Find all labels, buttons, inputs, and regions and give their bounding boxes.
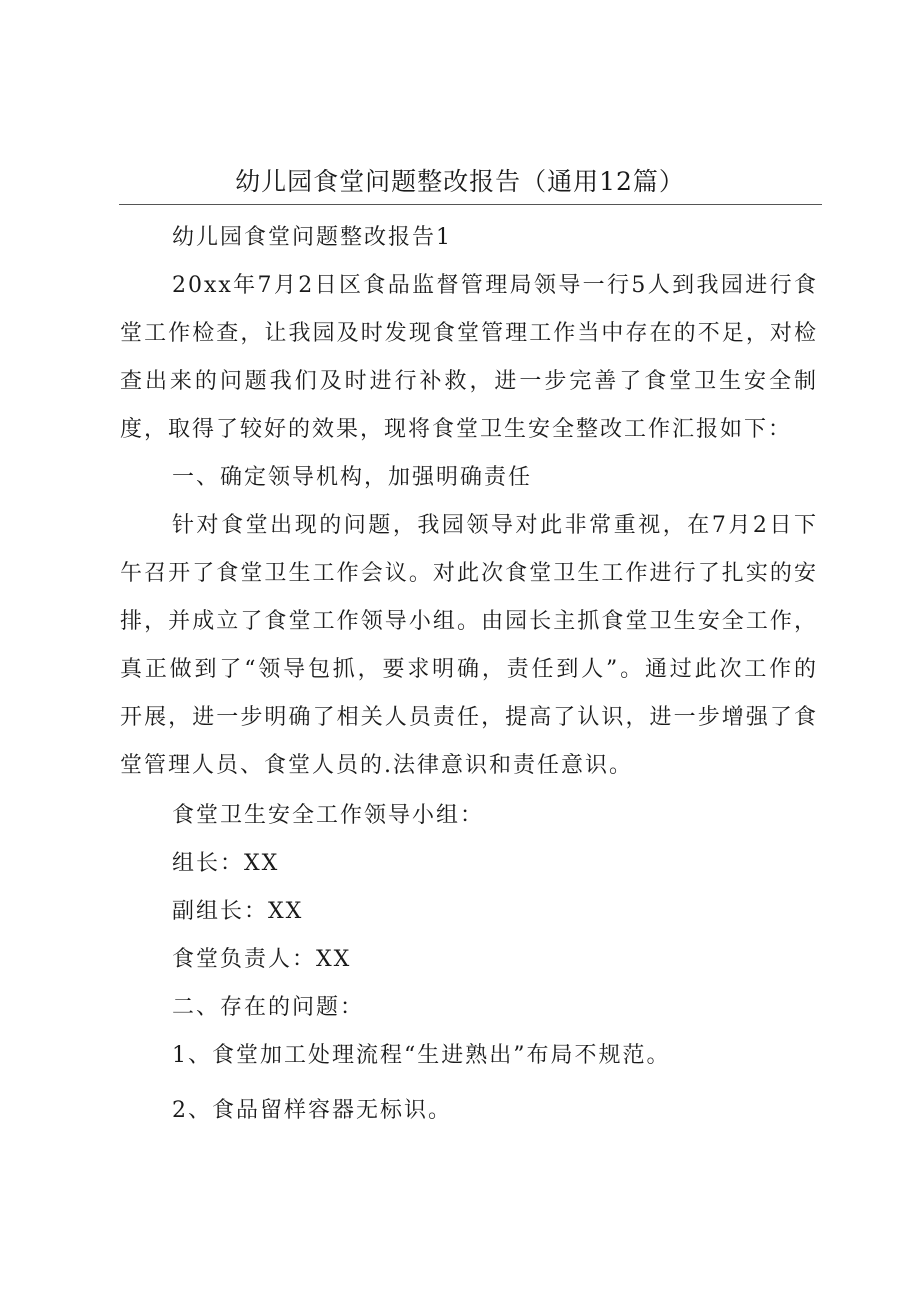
paragraph-leadership: 针对食堂出现的问题，我园领导对此非常重视，在7月2日下午召开了食堂卫生工作会议。对此次食堂卫生工作进行了扎实的安排，并成立了食堂工作领导小组。由园长主抓食堂卫生安全工作，真正做到了“领导包抓，要求明确，责任到人”。通过此次工作的开展，进一步明确了相关人员责任，提高了认识，进一步增强了食堂管理人员、食堂人员的.法律意识和责任意识。 [120, 513, 818, 778]
issue-item-1: 1、食堂加工处理流程“生进熟出”布局不规范。 [172, 1043, 671, 1068]
group-title: 食堂卫生安全工作领导小组： [172, 803, 485, 828]
section-heading-2: 二、存在的问题： [172, 995, 365, 1020]
group-vice-leader: 副组长：XX [172, 899, 304, 924]
issue-item-2: 2、食品留样容器无标识。 [172, 1098, 452, 1123]
intro-paragraph: 20xx年7月2日区食品监督管理局领导一行5人到我园进行食堂工作检查，让我园及时发现食堂管理工作当中存在的不足，对检查出来的问题我们及时进行补救，进一步完善了食堂卫生安全制度，取得了较好的效果，现将食堂卫生安全整改工作汇报如下： [120, 273, 818, 442]
report-subtitle: 幼儿园食堂问题整改报告1 [172, 225, 452, 250]
document-title: 幼儿园食堂问题整改报告（通用12篇） [235, 167, 685, 196]
title-divider [119, 204, 822, 205]
canteen-head: 食堂负责人：XX [172, 947, 352, 972]
group-leader: 组长：XX [172, 851, 280, 876]
section-heading-1: 一、确定领导机构，加强明确责任 [172, 465, 533, 490]
